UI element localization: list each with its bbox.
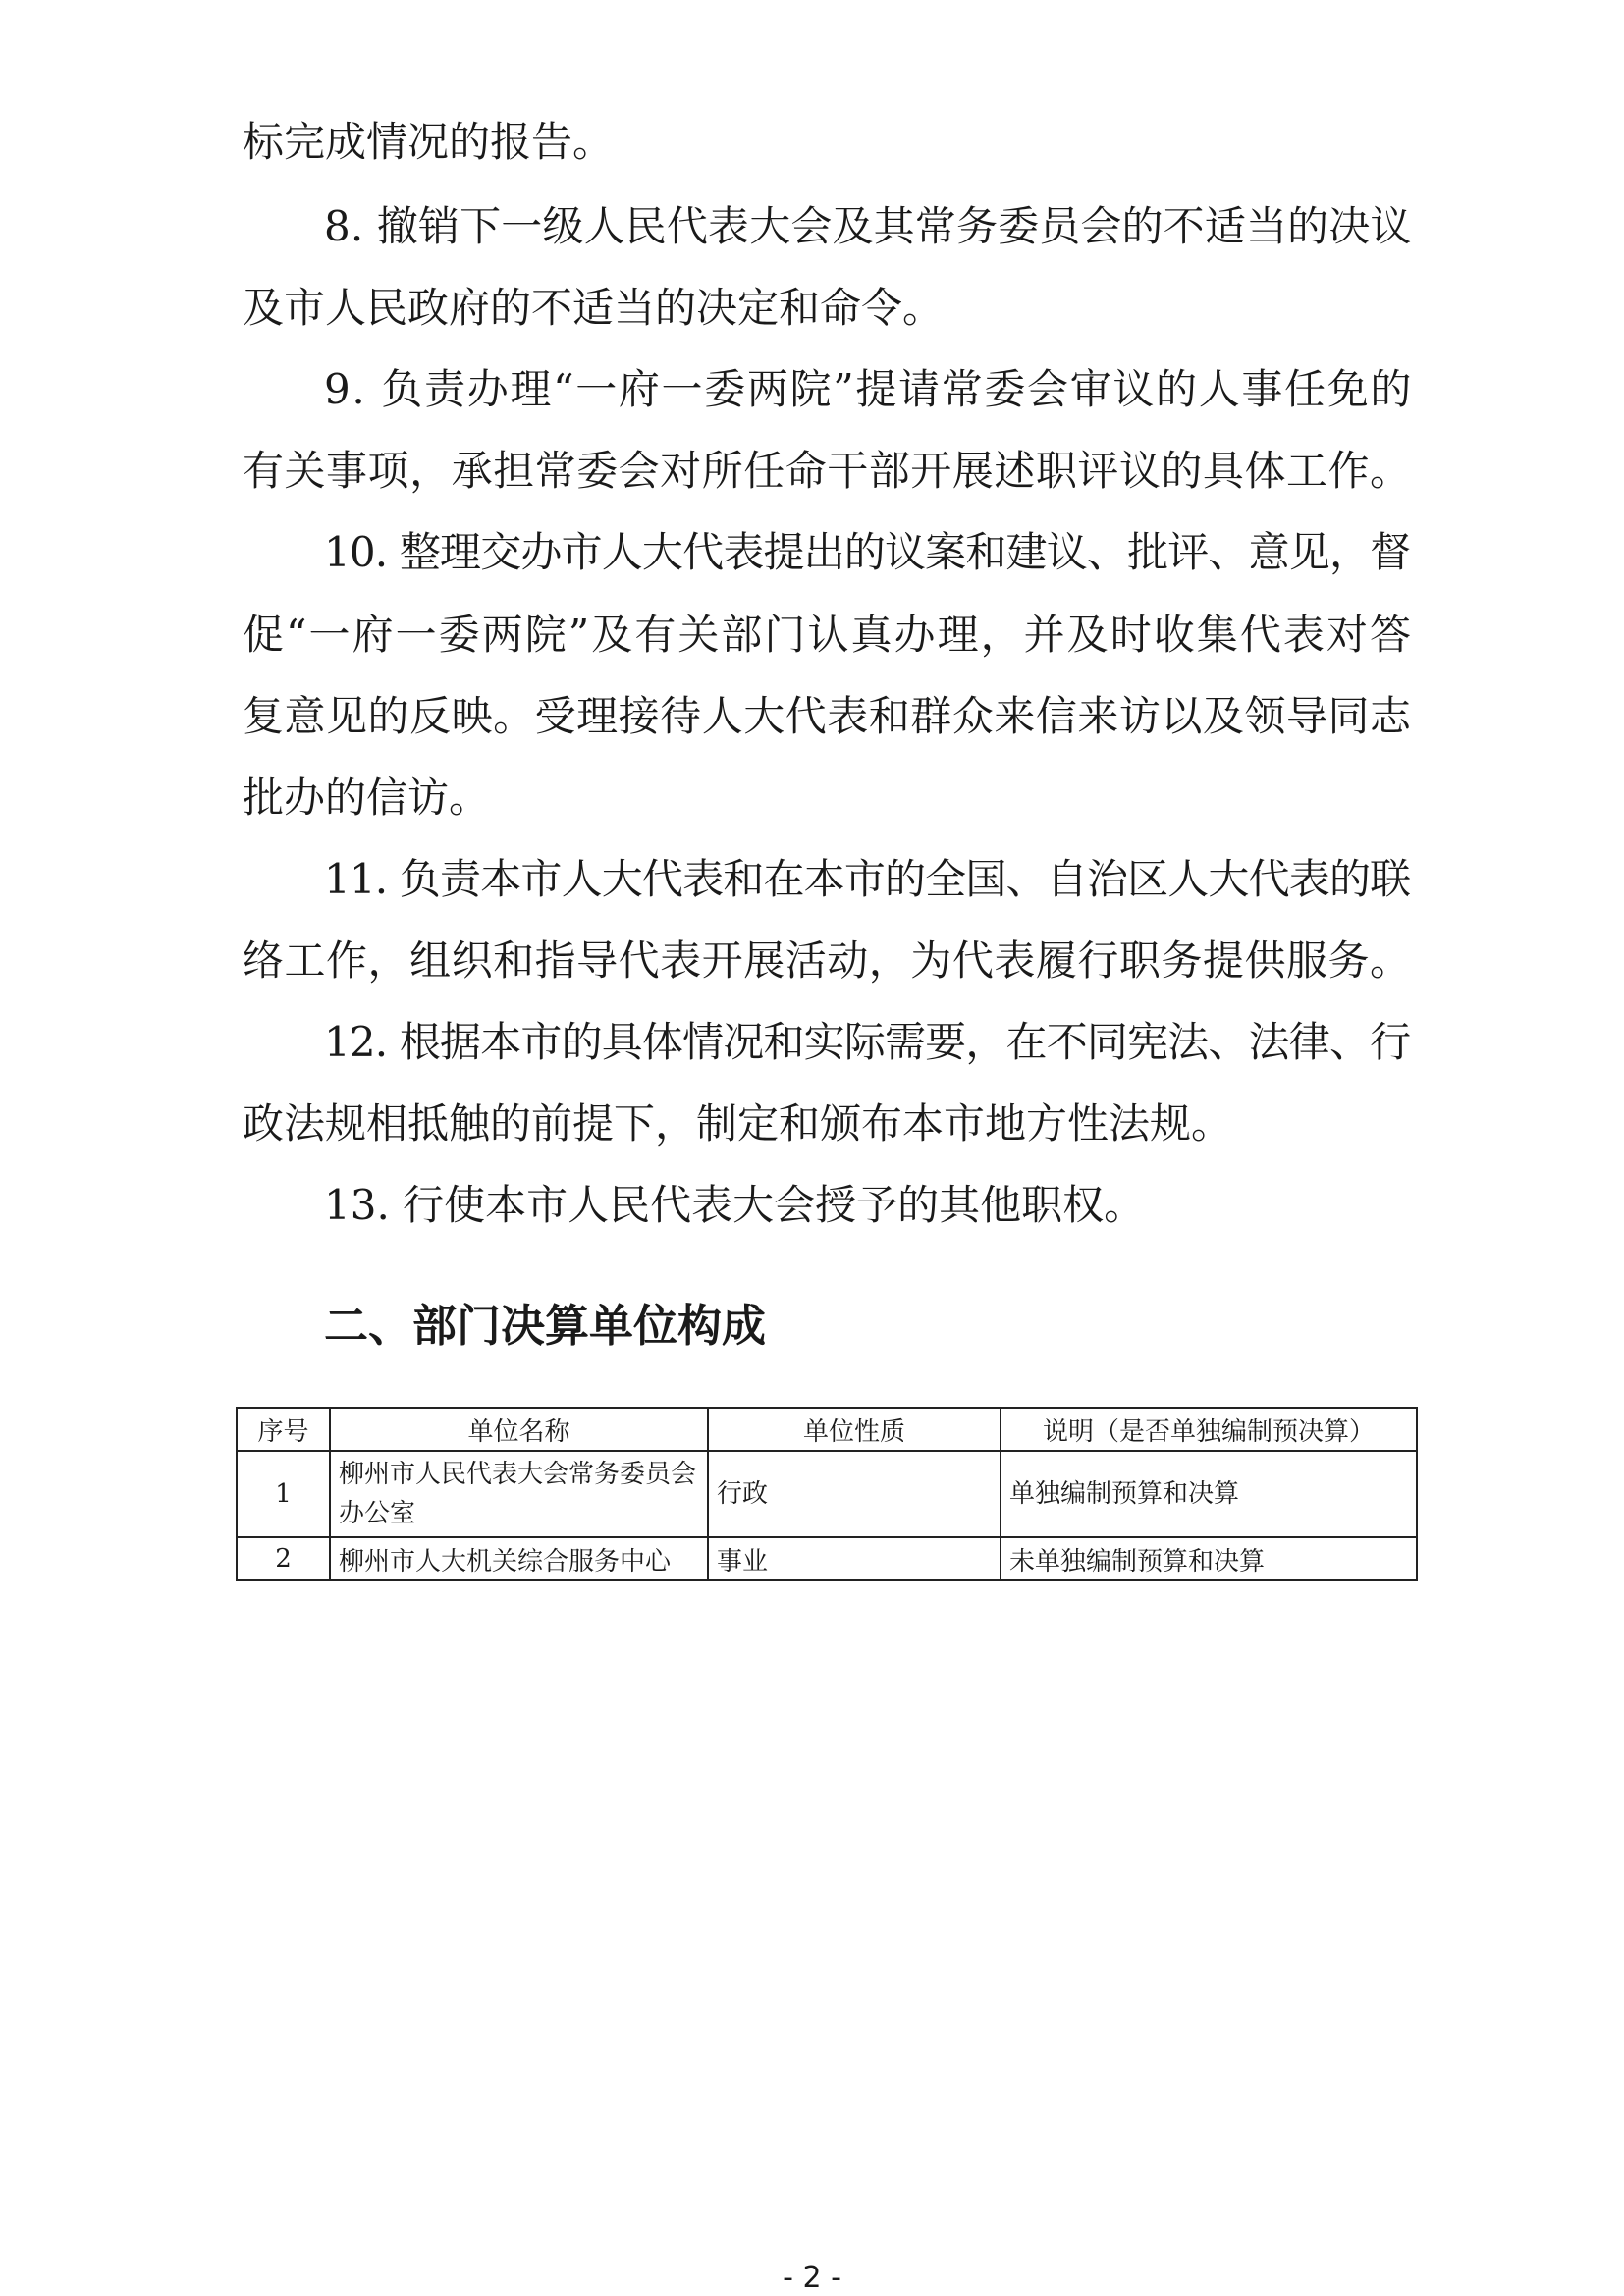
paragraph-line: 复意见的反映。受理接待人大代表和群众来信来访以及领导同志	[243, 692, 1412, 740]
paragraph-line: 有关事项，承担常委会对所任命干部开展述职评议的具体工作。	[243, 447, 1412, 495]
cell-note: 未单独编制预算和决算	[1001, 1537, 1417, 1580]
section-heading: 二、部门决算单位构成	[324, 1300, 767, 1352]
paragraph-line: 9. 负责办理“一府一委两院”提请常委会审议的人事任免的	[324, 365, 1414, 413]
header-unit-nature: 单位性质	[708, 1408, 1001, 1451]
page-number: - 2 -	[783, 2261, 841, 2295]
header-unit-name: 单位名称	[330, 1408, 708, 1451]
cell-seq: 2	[237, 1537, 330, 1580]
cell-unit-nature: 事业	[708, 1537, 1001, 1580]
cell-unit-nature: 行政	[708, 1451, 1001, 1537]
paragraph-line: 及市人民政府的不适当的决定和命令。	[243, 284, 945, 332]
cell-note: 单独编制预算和决算	[1001, 1451, 1417, 1537]
header-note: 说明（是否单独编制预决算）	[1001, 1408, 1417, 1451]
paragraph-line: 络工作，组织和指导代表开展活动，为代表履行职务提供服务。	[243, 936, 1412, 985]
table-header-row	[237, 1408, 1417, 1451]
units-table	[236, 1407, 1418, 1581]
cell-unit-name: 柳州市人民代表大会常务委员会办公室	[330, 1451, 708, 1537]
table-row	[237, 1537, 1417, 1580]
cell-unit-name: 柳州市人大机关综合服务中心	[330, 1537, 708, 1580]
paragraph-line: 8. 撤销下一级人民代表大会及其常务委员会的不适当的决议	[324, 202, 1412, 250]
paragraph-line: 标完成情况的报告。	[243, 118, 615, 166]
table-row	[237, 1451, 1417, 1537]
paragraph-line: 13. 行使本市人民代表大会授予的其他职权。	[324, 1181, 1146, 1229]
header-seq: 序号	[237, 1408, 330, 1451]
paragraph-line: 批办的信访。	[243, 774, 491, 822]
paragraph-line: 政法规相抵触的前提下，制定和颁布本市地方性法规。	[243, 1099, 1233, 1148]
paragraph-line: 促“一府一委两院”及有关部门认真办理，并及时收集代表对答	[243, 611, 1413, 659]
paragraph-line: 10. 整理交办市人大代表提出的议案和建议、批评、意见，督	[324, 528, 1411, 576]
paragraph-line: 11. 负责本市人大代表和在本市的全国、自治区人大代表的联	[324, 855, 1411, 903]
paragraph-line: 12. 根据本市的具体情况和实际需要，在不同宪法、法律、行	[324, 1018, 1411, 1066]
cell-seq: 1	[237, 1451, 330, 1537]
